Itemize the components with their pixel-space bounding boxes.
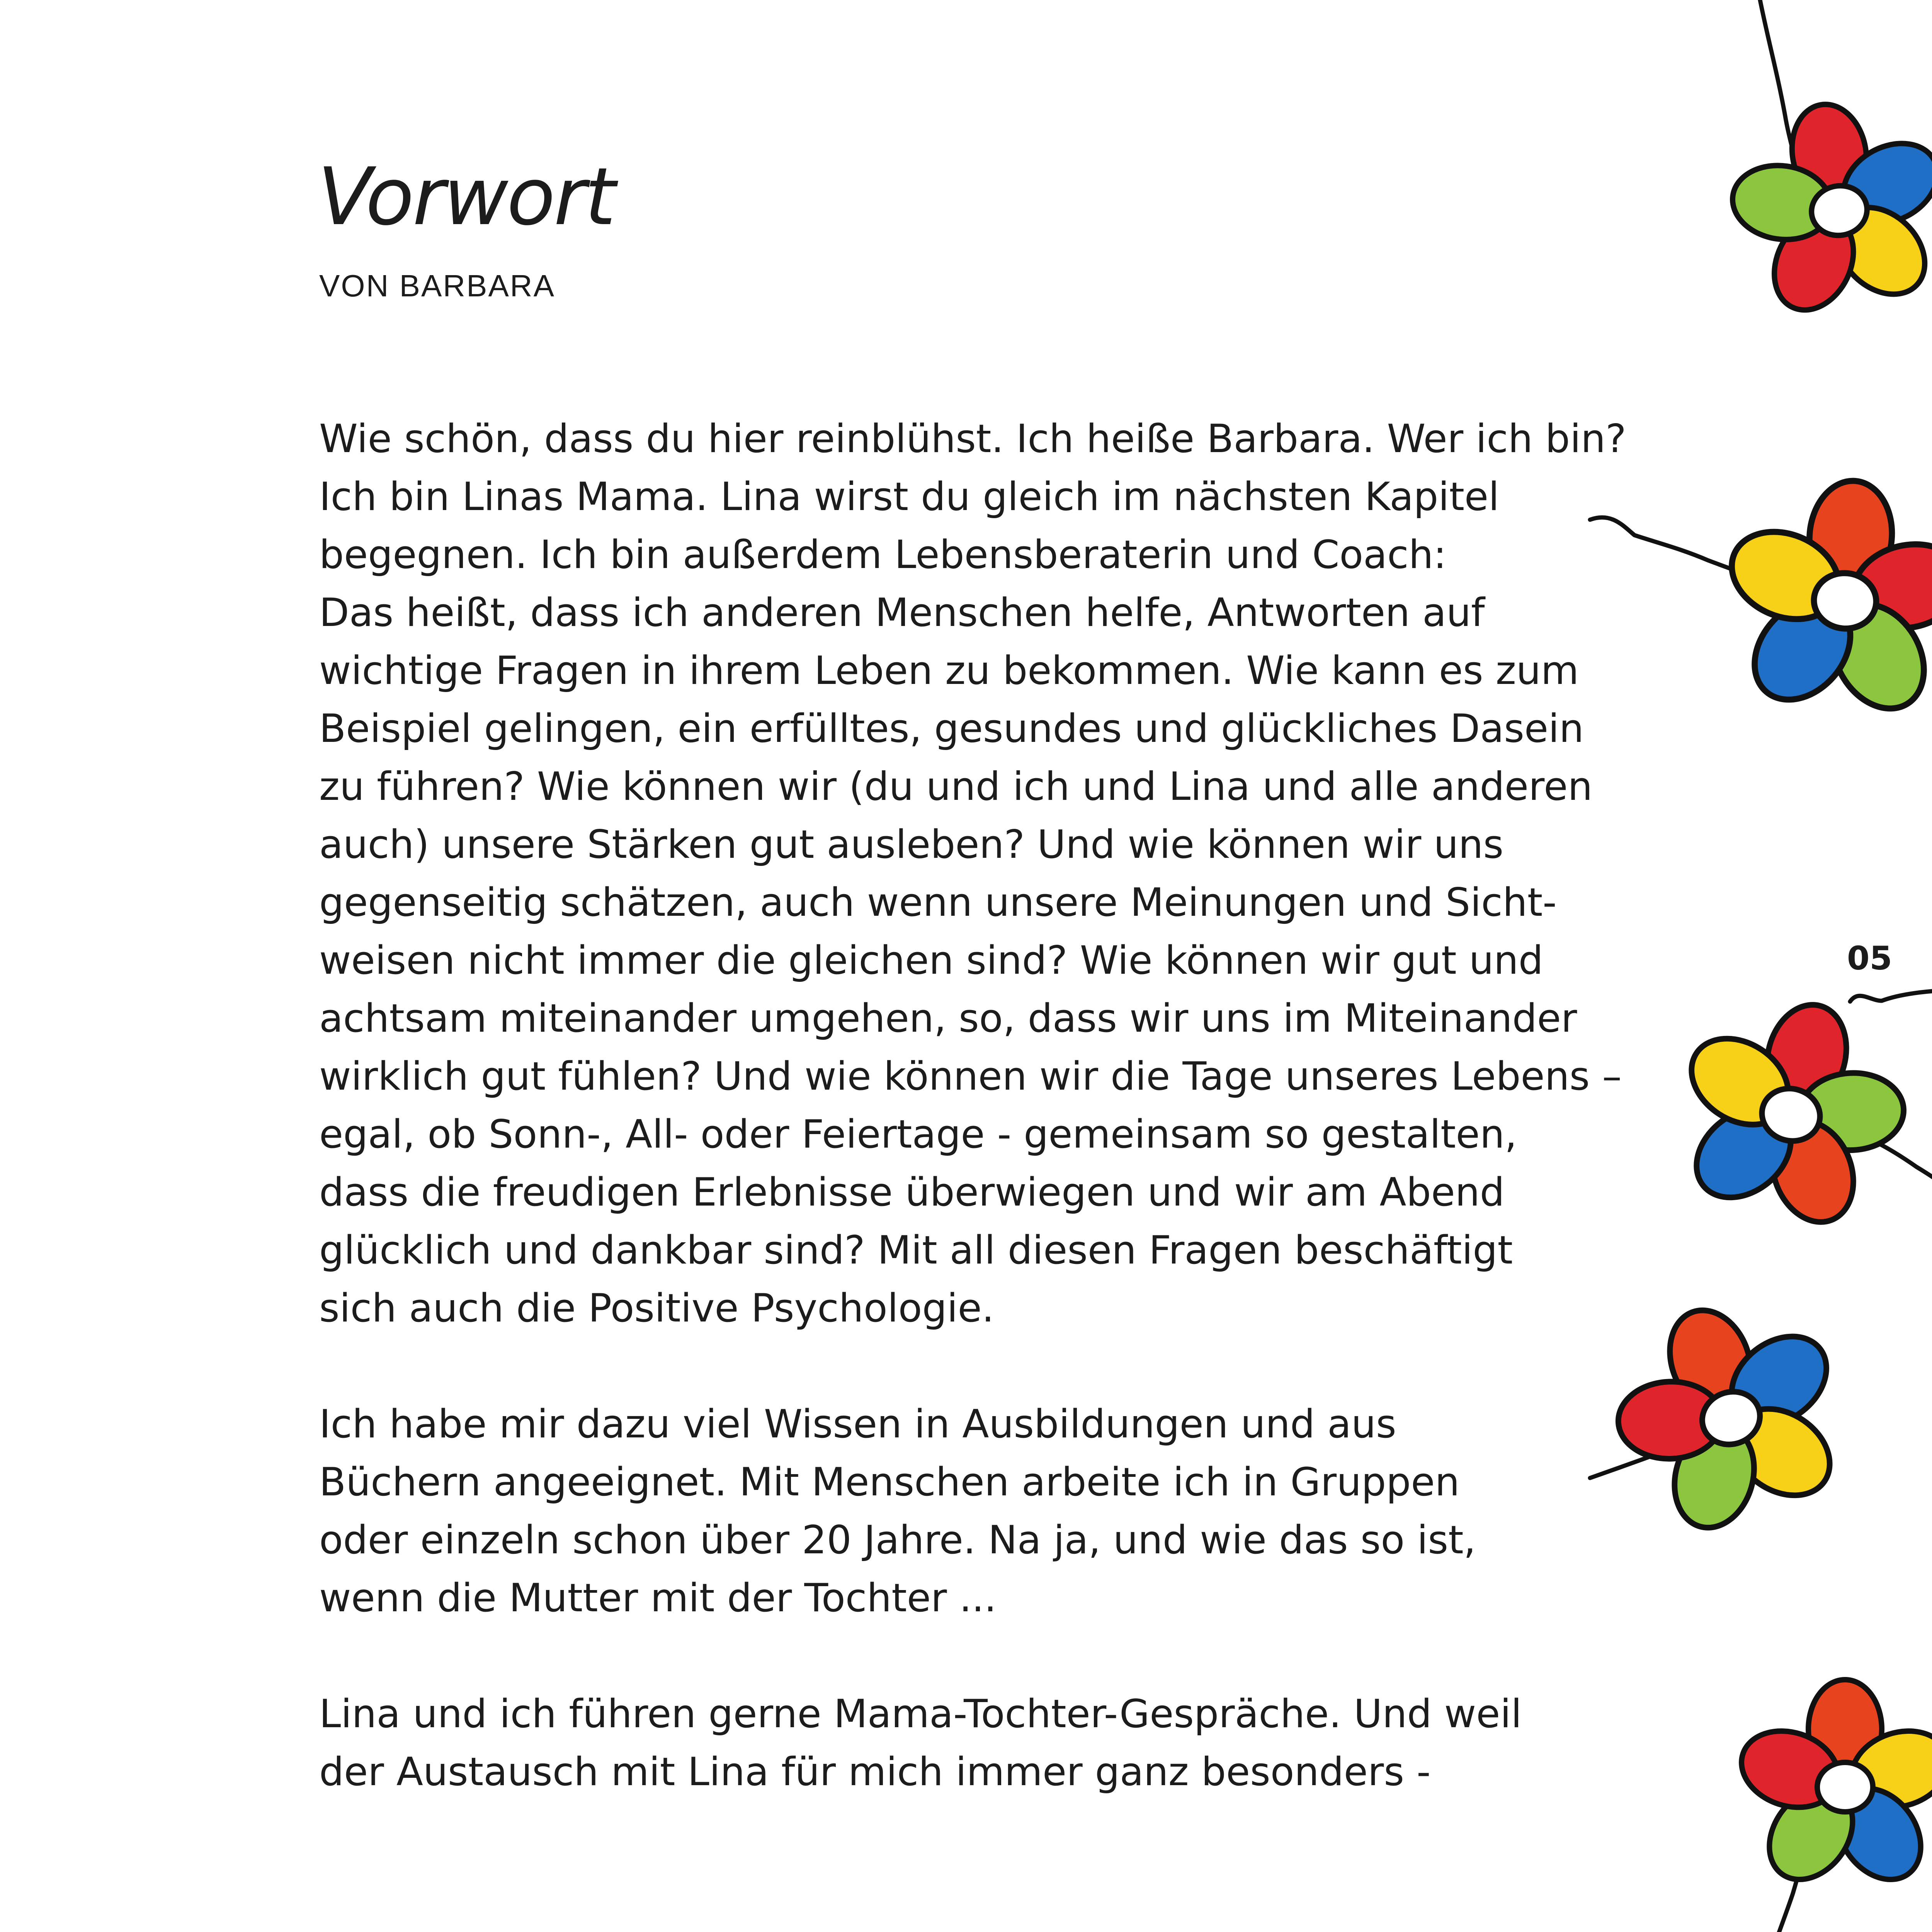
text-line: Beispiel gelingen, ein erfülltes, gesundes und glückliches Dasein [319, 706, 1584, 751]
text-line: Büchern angeeignet. Mit Menschen arbeite ich in Gruppen [319, 1459, 1460, 1505]
text-line: gegenseitig schätzen, auch wenn unsere Meinungen und Sicht- [319, 879, 1557, 925]
text-line: egal, ob Sonn-, All- oder Feiertage - gemeinsam so gestalten, [319, 1111, 1517, 1157]
text-line: auch) unsere Stärken gut ausleben? Und wie können wir uns [319, 821, 1504, 867]
text-line: Ich habe mir dazu viel Wissen in Ausbildungen und aus [319, 1401, 1396, 1447]
text-line: achtsam miteinander umgehen, so, dass wir uns im Miteinander [319, 995, 1577, 1041]
flower-icon [1580, 1271, 1882, 1566]
page-number: 05 [1847, 939, 1892, 977]
author-subtitle: VON BARBARA [319, 269, 555, 303]
text-line: begegnen. Ich bin außerdem Lebensberaterin und Coach: [319, 532, 1447, 577]
flower-icon [1709, 85, 1932, 337]
flower-center [1817, 1762, 1873, 1812]
flower-icon [1708, 470, 1932, 733]
flower-icon [1731, 1680, 1932, 1896]
text-line: dass die freudigen Erlebnisse überwiegen und wir am Abend [319, 1169, 1505, 1215]
text-line: Lina und ich führen gerne Mama-Tochter-Gespräche. Und weil [319, 1691, 1522, 1736]
flower-center [1811, 571, 1878, 631]
text-line: der Austausch mit Lina für mich immer ganz besonders - [319, 1749, 1431, 1794]
text-line: oder einzeln schon über 20 Jahre. Na ja, und wie das so ist, [319, 1517, 1476, 1563]
text-line: sich auch die Positive Psychologie. [319, 1285, 994, 1331]
flower-icon [1646, 975, 1932, 1255]
flower-stem [1850, 989, 1932, 1002]
text-line: Ich bin Linas Mama. Lina wirst du gleich im nächsten Kapitel [319, 474, 1500, 519]
text-line: zu führen? Wie können wir (du und ich und Lina und alle anderen [319, 764, 1593, 809]
text-line: wirklich gut fühlen? Und wie können wir die Tage unseres Lebens – [319, 1053, 1622, 1099]
text-line: wichtige Fragen in ihrem Leben zu bekommen. Wie kann es zum [319, 648, 1579, 693]
text-line: wenn die Mutter mit der Tochter ... [319, 1575, 997, 1621]
text-line: Das heißt, dass ich anderen Menschen helfe, Antworten auf [319, 590, 1485, 635]
text-line: glücklich und dankbar sind? Mit all diesen Fragen beschäftigt [319, 1227, 1513, 1273]
text-line: weisen nicht immer die gleichen sind? Wie können wir gut und [319, 937, 1543, 983]
page-title: Vorwort [318, 151, 614, 243]
text-line: Wie schön, dass du hier reinblühst. Ich heiße Barbara. Wer ich bin? [319, 416, 1626, 461]
